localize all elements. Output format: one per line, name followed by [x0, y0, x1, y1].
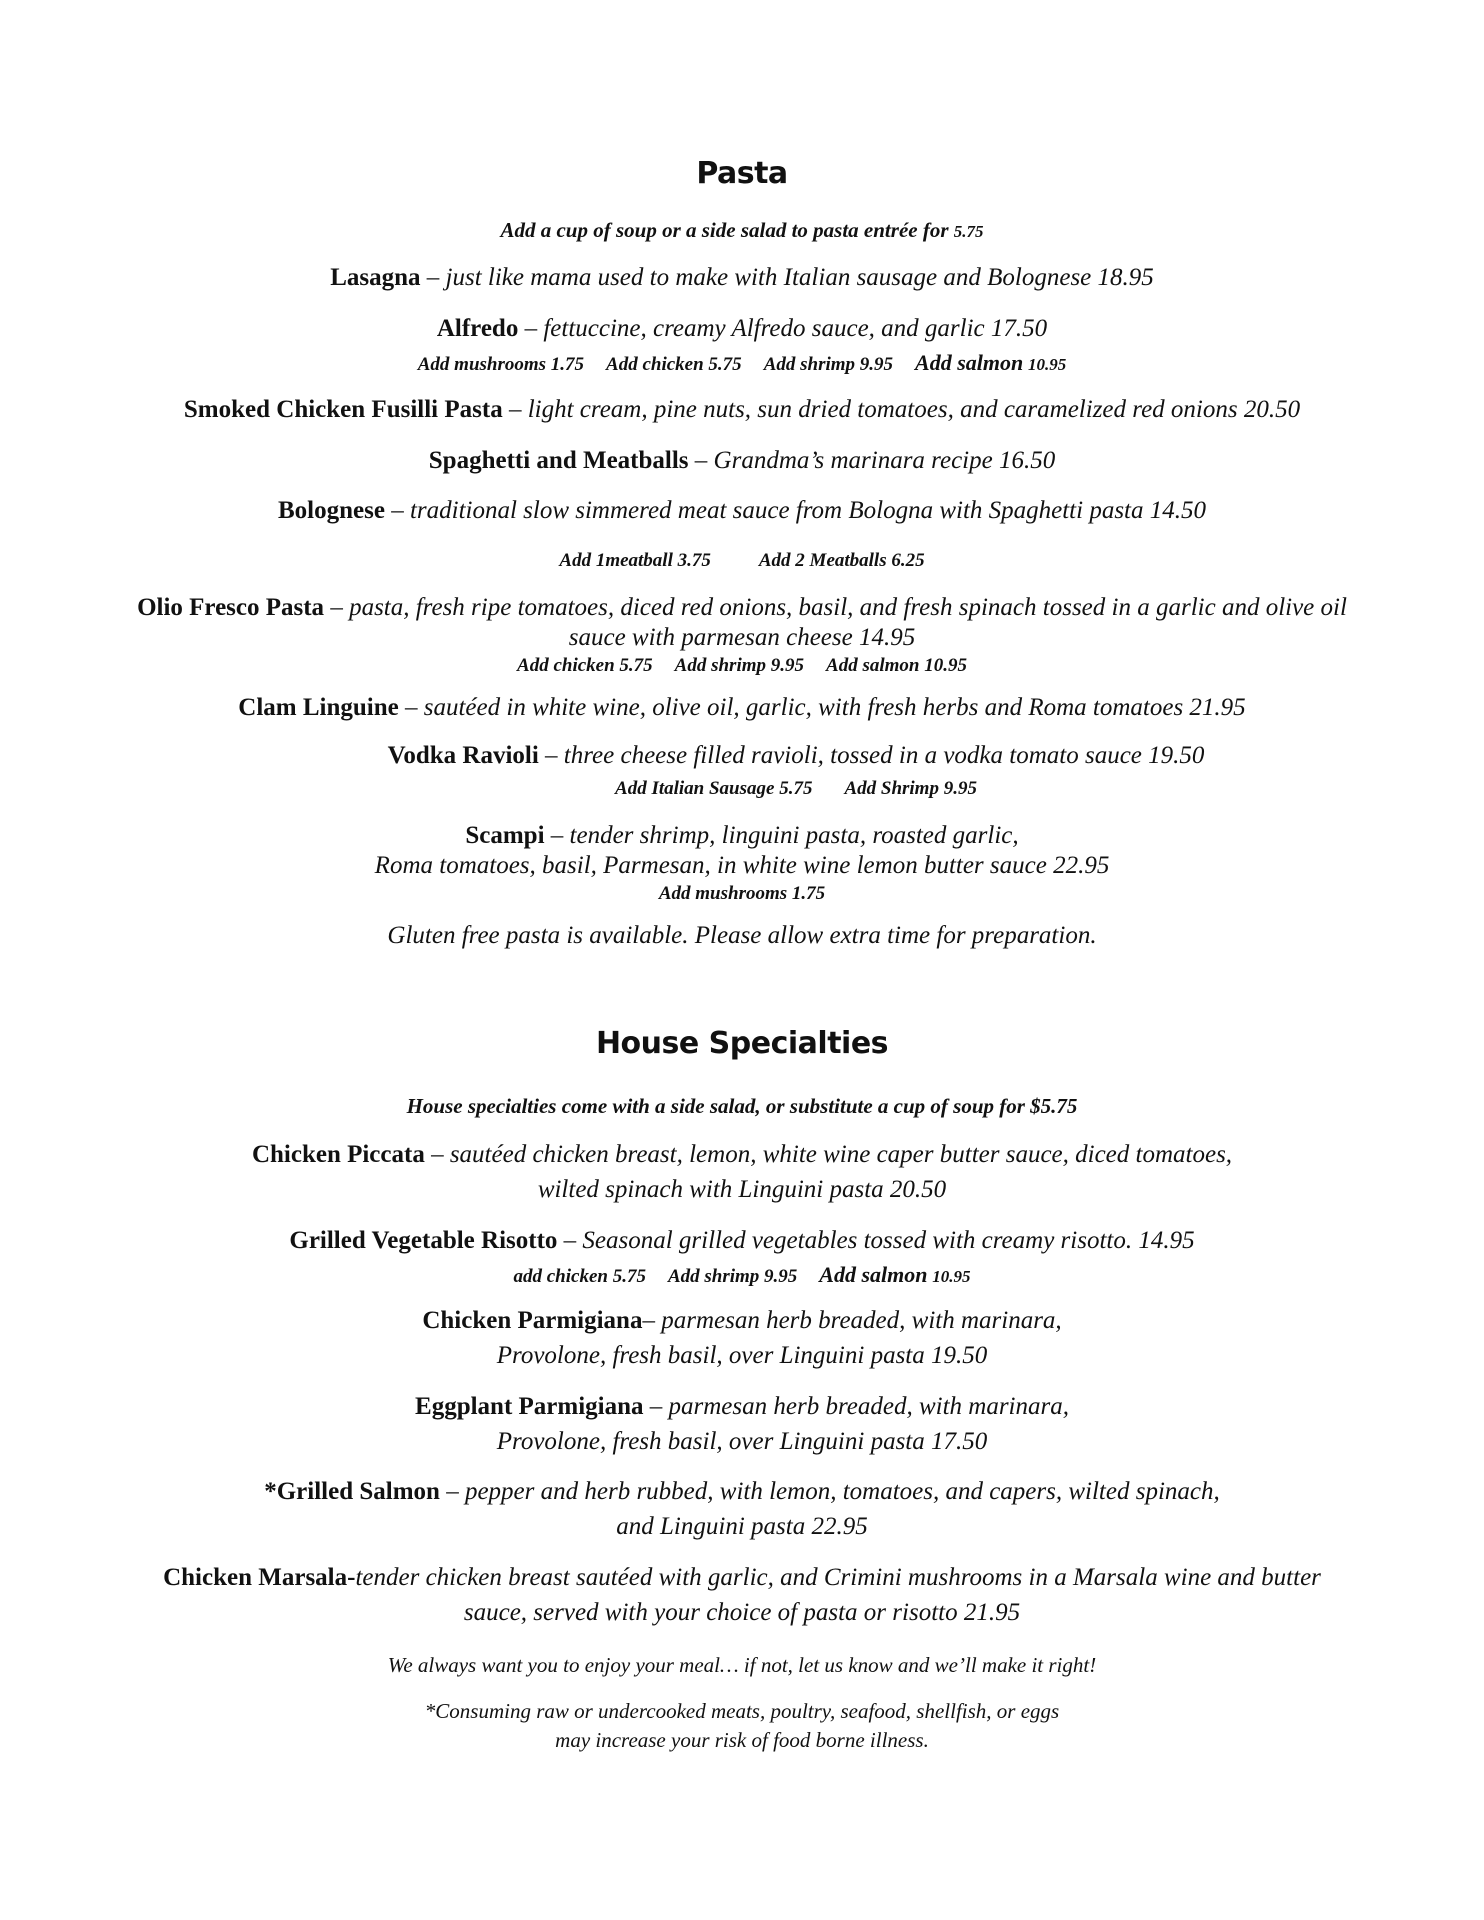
- addon: Add chicken 5.75: [517, 655, 653, 676]
- item-name: Spaghetti and Meatballs: [428, 447, 689, 474]
- item-description: parmesan herb breaded, with marinara,: [668, 1393, 1069, 1420]
- item-separator: –: [324, 594, 350, 621]
- item-separator: –: [439, 1478, 465, 1505]
- vodka-addons: [54, 778, 1484, 800]
- menu-item-vodka-ravioli: [54, 742, 1484, 770]
- item-description: sauce with parmesan cheese 14.95: [568, 624, 916, 651]
- item-name: Bolognese: [278, 497, 385, 524]
- item-description: and Linguini pasta 22.95: [616, 1513, 868, 1540]
- item-name: Lasagna: [330, 264, 421, 291]
- item-separator: –: [642, 1307, 662, 1334]
- item-separator: –: [420, 264, 446, 291]
- specialties-note: House specialties come with a side salad, or substitute a cup of soup for $5.75: [406, 1094, 1078, 1118]
- menu-item-scampi: [0, 822, 1484, 850]
- item-description: sauce, served with your choice of pasta or risotto 21.95: [463, 1599, 1021, 1626]
- menu-item-scampi-line2: [0, 852, 1484, 880]
- item-separator: –: [502, 396, 528, 423]
- item-name: Alfredo: [436, 315, 519, 342]
- item-name: Eggplant Parmigiana: [415, 1393, 644, 1420]
- item-description: parmesan herb breaded, with marinara,: [661, 1307, 1062, 1334]
- addon: Add chicken 5.75: [606, 354, 742, 375]
- item-description: Provolone, fresh basil, over Linguini pasta 19.50: [496, 1342, 988, 1369]
- menu-item-lasagna: [0, 264, 1484, 292]
- consumption-warning: *Consuming raw or undercooked meats, poultry, seafood, shellfish, or eggs: [424, 1699, 1060, 1723]
- item-name: Chicken Marsala-: [163, 1564, 356, 1591]
- menu-item-chicken-piccata: [0, 1141, 1484, 1169]
- addon: Add Italian Sausage 5.75: [615, 778, 813, 799]
- pasta-heading: Pasta: [696, 156, 788, 191]
- pasta-note-price: 5.75: [953, 222, 984, 241]
- item-separator: –: [557, 1227, 583, 1254]
- item-description: fettuccine, creamy Alfredo sauce, and garlic 17.50: [543, 315, 1048, 342]
- menu-item-clam-linguine: [0, 694, 1484, 722]
- item-description: Seasonal grilled vegetables tossed with creamy risotto. 14.95: [582, 1227, 1195, 1254]
- item-description: tender shrimp, linguini pasta, roasted garlic,: [569, 822, 1019, 849]
- addon: Add Shrimp 9.95: [844, 778, 977, 799]
- item-separator: –: [384, 497, 410, 524]
- pasta-note: [0, 218, 1484, 243]
- item-description: Roma tomatoes, basil, Parmesan, in white wine lemon butter sauce 22.95: [374, 852, 1110, 879]
- consumption-warning-line2: may increase your risk of food borne illness.: [555, 1728, 929, 1752]
- menu-item-chicken-marsala: [0, 1564, 1484, 1592]
- item-description: pepper and herb rubbed, with lemon, tomatoes, and capers, wilted spinach,: [464, 1478, 1220, 1505]
- addon-label: Add salmon: [915, 350, 1024, 375]
- item-separator: –: [643, 1393, 669, 1420]
- item-name: Clam Linguine: [238, 694, 399, 721]
- addon: Add shrimp 9.95: [763, 354, 894, 375]
- item-description: just like mama used to make with Italian sausage and Bolognese 18.95: [445, 264, 1154, 291]
- item-description: wilted spinach with Linguini pasta 20.50: [537, 1176, 947, 1203]
- item-description: sautéed in white wine, olive oil, garlic, with fresh herbs and Roma tomatoes 21.95: [423, 694, 1246, 721]
- addon: Add shrimp 9.95: [667, 1266, 798, 1287]
- specialties-heading: House Specialties: [595, 1026, 889, 1061]
- menu-item-smoked-chicken-fusilli: [0, 396, 1484, 424]
- item-description: three cheese filled ravioli, tossed in a vodka tomato sauce 19.50: [563, 742, 1205, 769]
- menu-item-chicken-parmigiana-line2: [0, 1342, 1484, 1370]
- menu-item-bolognese: [0, 497, 1484, 525]
- item-separator: –: [518, 315, 544, 342]
- menu-item-chicken-piccata-line2: [0, 1176, 1484, 1204]
- addon: add chicken 5.75: [513, 1266, 646, 1287]
- menu-item-alfredo: [0, 315, 1484, 343]
- addon: Add mushrooms 1.75: [417, 354, 585, 375]
- addon-price: 10.95: [932, 1267, 971, 1286]
- item-description: sautéed chicken breast, lemon, white wine caper butter sauce, diced tomatoes,: [449, 1141, 1233, 1168]
- addon: Add mushrooms 1.75: [658, 883, 826, 904]
- item-description: tender chicken breast sautéed with garlic, and Crimini mushrooms in a Marsala wine and butter: [355, 1564, 1321, 1591]
- item-description: light cream, pine nuts, sun dried tomatoes, and caramelized red onions 20.50: [527, 396, 1301, 423]
- addon: Add 2 Meatballs 6.25: [758, 550, 925, 571]
- item-separator: –: [538, 742, 564, 769]
- addon: Add shrimp 9.95: [674, 655, 805, 676]
- item-name: Vodka Ravioli: [387, 742, 539, 769]
- addon-label: Add salmon: [819, 1262, 928, 1287]
- item-name: Scampi: [465, 822, 545, 849]
- gluten-free-note: Gluten free pasta is available. Please allow extra time for preparation.: [387, 922, 1097, 949]
- item-separator: –: [424, 1141, 450, 1168]
- item-name: Smoked Chicken Fusilli Pasta: [183, 396, 503, 423]
- scampi-addons: [0, 883, 1484, 905]
- item-name: Grilled Vegetable Risotto: [289, 1227, 558, 1254]
- olio-addons: [0, 655, 1484, 677]
- item-description: Provolone, fresh basil, over Linguini pasta 17.50: [496, 1428, 988, 1455]
- addon: [819, 1262, 971, 1287]
- addon: [915, 350, 1067, 375]
- menu-item-olio-fresco: [0, 594, 1484, 622]
- item-name: Chicken Piccata: [251, 1141, 425, 1168]
- pasta-note-text: Add a cup of soup or a side salad to pasta entrée for: [500, 218, 954, 242]
- menu-item-spaghetti-meatballs: [0, 447, 1484, 475]
- menu-item-grilled-salmon: [0, 1478, 1484, 1506]
- item-name: Olio Fresco Pasta: [137, 594, 325, 621]
- menu-item-eggplant-parmigiana: [0, 1393, 1484, 1421]
- menu-item-eggplant-parmigiana-line2: [0, 1428, 1484, 1456]
- item-separator: –: [398, 694, 424, 721]
- item-name: *Grilled Salmon: [264, 1478, 440, 1505]
- item-description: pasta, fresh ripe tomatoes, diced red onions, basil, and fresh spinach tossed in a garlic and olive oil: [349, 594, 1347, 621]
- enjoy-note: We always want you to enjoy your meal… if not, let us know and we’ll make it right!: [387, 1653, 1097, 1677]
- menu-item-grilled-salmon-line2: [0, 1513, 1484, 1541]
- menu-item-olio-fresco-line2: [0, 624, 1484, 652]
- alfredo-addons: [0, 350, 1484, 376]
- addon: Add salmon 10.95: [826, 655, 967, 676]
- item-name: Chicken Parmigiana: [422, 1307, 643, 1334]
- addon: Add 1meatball 3.75: [559, 550, 711, 571]
- bolognese-addons: [0, 550, 1484, 572]
- item-description: traditional slow simmered meat sauce from Bologna with Spaghetti pasta 14.50: [409, 497, 1206, 524]
- item-separator: –: [544, 822, 570, 849]
- menu-item-grilled-vegetable-risotto: [0, 1227, 1484, 1255]
- addon-price: 10.95: [1027, 355, 1067, 374]
- item-description: Grandma’s marinara recipe 16.50: [713, 447, 1056, 474]
- risotto-addons: [0, 1262, 1484, 1288]
- menu-item-chicken-parmigiana: [0, 1307, 1484, 1335]
- menu-item-chicken-marsala-line2: [0, 1599, 1484, 1627]
- item-separator: –: [688, 447, 714, 474]
